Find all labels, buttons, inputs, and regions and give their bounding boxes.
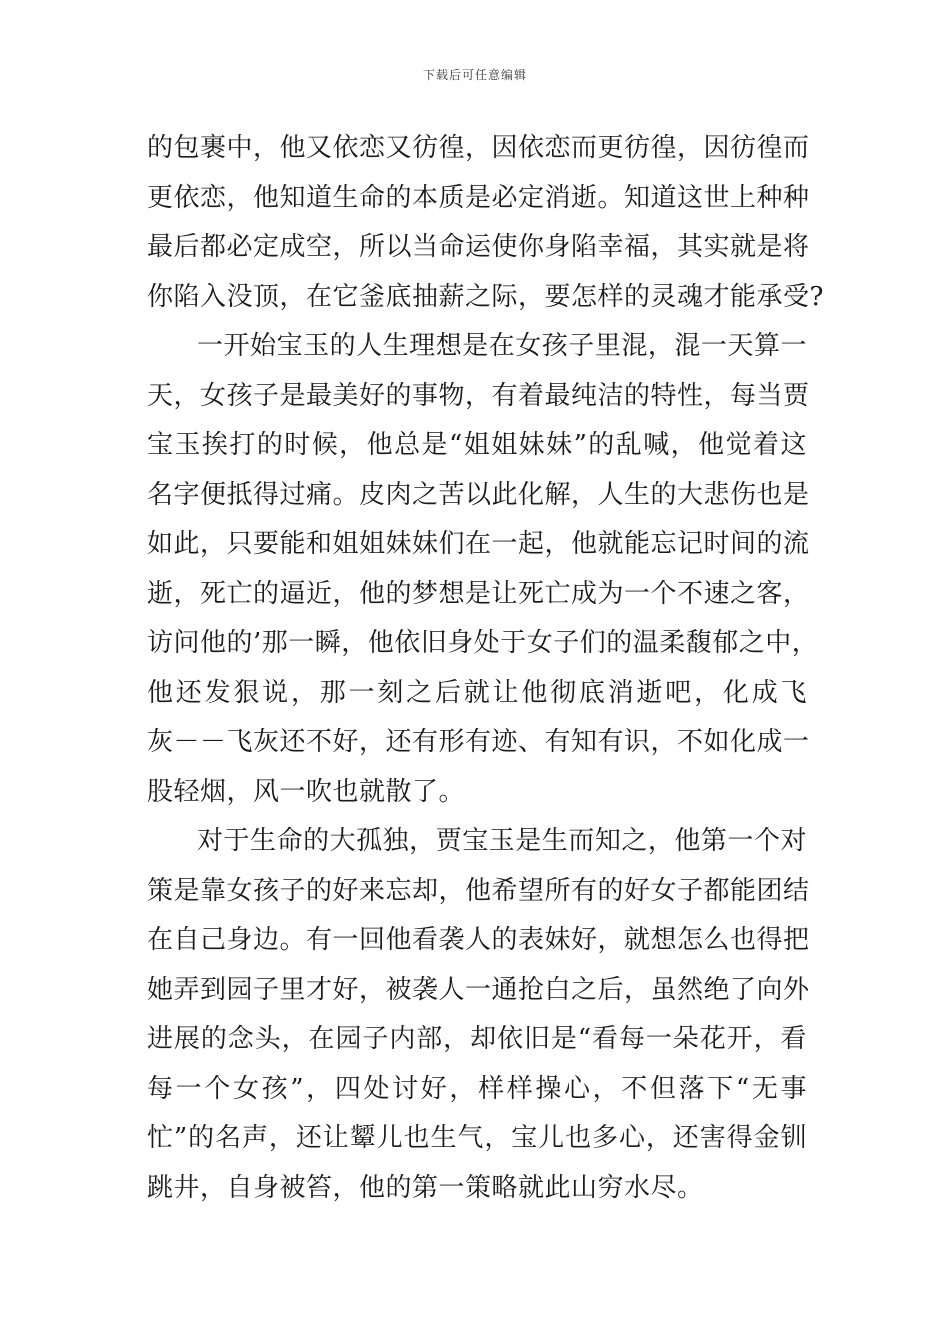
text-line: 灰－－飞灰还不好，还有形有迹、有知有识，不如化成一 — [147, 727, 810, 757]
document-body — [147, 124, 824, 1213]
text-line: 如此，只要能和姐姐妹妹们在一起，他就能忘记时间的流 — [147, 529, 810, 559]
text-line: 他还发狠说，那一刻之后就让他彻底消逝吧，化成飞 — [147, 677, 807, 708]
text-line: 一开始宝玉的人生理想是在女孩子里混，混一天算一 — [197, 331, 807, 361]
text-line: 你陷入没顶，在它釜底抽薪之际，要怎样的灵魂才能承受? — [147, 281, 824, 312]
text-line: 的包裹中，他又依恋又彷徨，因依恋而更彷徨，因彷徨而 — [147, 133, 810, 163]
text-line: 最后都必定成空，所以当命运使你身陷幸福，其实就是将 — [147, 232, 810, 262]
page-header: 下载后可任意编辑 — [422, 68, 527, 82]
text-line: 名字便抵得过痛。皮肉之苦以此化解，人生的大悲伤也是 — [147, 479, 810, 510]
text-line: 忙”的名声，还让颦儿也生气，宝儿也多心，还害得金钏 — [147, 1123, 807, 1153]
text-line: 跳井，自身被笞，他的第一策略就此山穷水尽。 — [147, 1172, 704, 1203]
text-line: 每一个女孩”，四处讨好，样样操心，不但落下“无事 — [147, 1073, 807, 1104]
text-line: 宝玉挨打的时候，他总是“姐姐妹妹”的乱喊，他觉着这 — [147, 430, 807, 460]
text-line: 访问他的’那一瞬，他依旧身处于女子们的温柔馥郁之中， — [147, 628, 819, 658]
text-line: 逝，死亡的逼近，他的梦想是让死亡成为一个不速之客， — [147, 578, 810, 609]
text-line: 策是靠女孩子的好来忘却，他希望所有的好女子都能团结 — [147, 875, 810, 906]
text-line: 天，女孩子是最美好的事物，有着最纯洁的特性，每当贾 — [147, 380, 810, 411]
text-line: 在自己身边。有一回他看袭人的表妹好，就想怎么也得把 — [147, 925, 810, 955]
text-line: 股轻烟，风一吹也就散了。 — [147, 776, 466, 807]
text-line: 她弄到园子里才好，被袭人一通抢白之后，虽然绝了向外 — [147, 974, 810, 1005]
text-line: 对于生命的大孤独，贾宝玉是生而知之，他第一个对 — [197, 826, 807, 856]
text-line: 更依恋，他知道生命的本质是必定消逝。知道这世上种种 — [147, 182, 810, 213]
text-line: 进展的念头，在园子内部，却依旧是“看每一朵花开，看 — [147, 1024, 807, 1054]
